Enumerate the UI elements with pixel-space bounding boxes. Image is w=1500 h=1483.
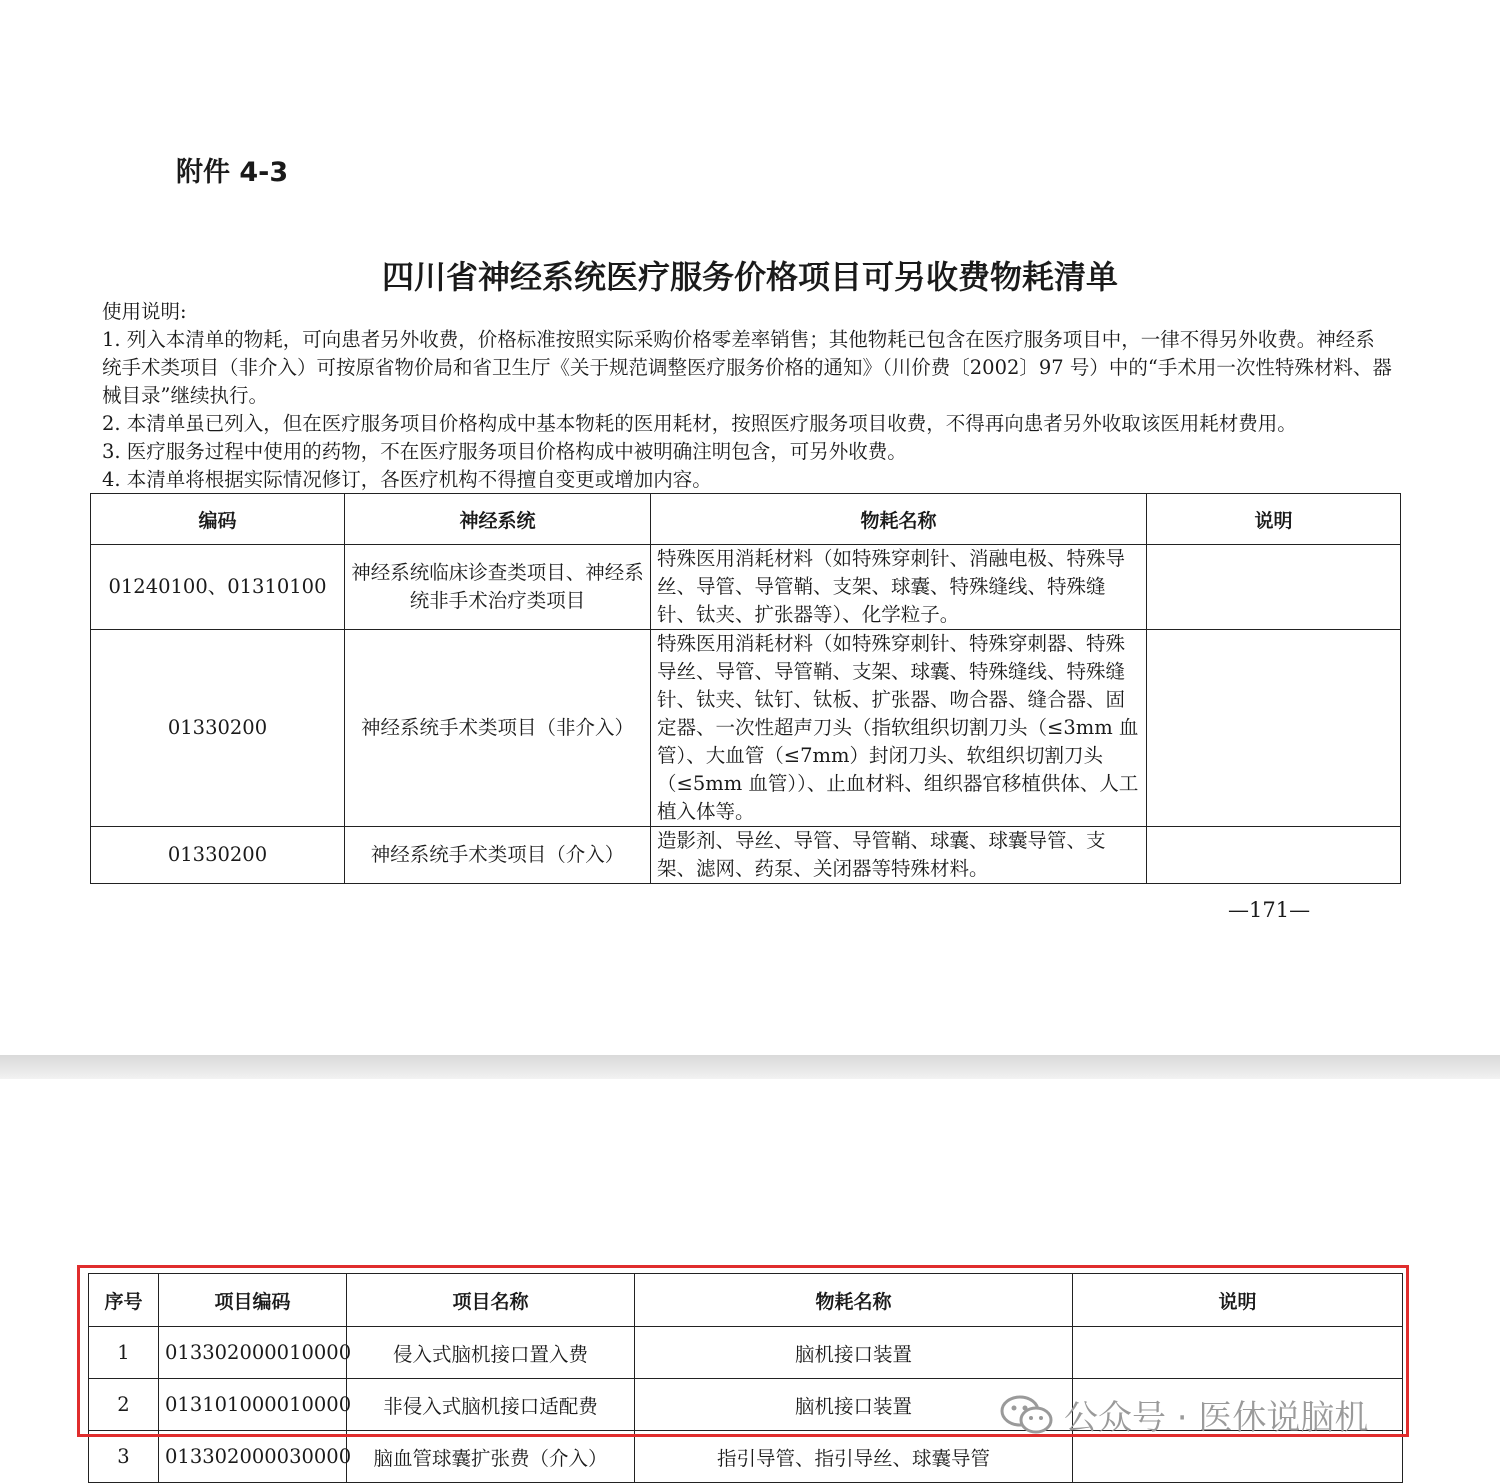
table-header-row: [89, 1274, 1403, 1327]
cell-materials: 特殊医用消耗材料（如特殊穿刺针、消融电极、特殊导丝、导管、导管鞘、支架、球囊、特殊缝线、特殊缝针、钛夹、扩张器等）、化学粒子。: [651, 545, 1147, 630]
note-item: 1. 列入本清单的物耗，可向患者另外收费，价格标准按照实际采购价格零差率销售；其他物耗已包含在医疗服务项目中，一律不得另外收费。神经系统手术类项目（非介入）可按原省物价局和省卫生厅《关于规范调整医疗服务价格的通知》（川价费〔2002〕97 号）中的“手术用一次性特殊材料、器械目录”继续执行。: [102, 328, 1392, 407]
table-row: [91, 630, 1401, 827]
cell-code: 01240100、01310100: [91, 545, 345, 630]
usage-notes: [102, 298, 1392, 494]
notes-heading: 使用说明:: [102, 300, 187, 323]
cell-item-code: 013101000010000: [159, 1379, 347, 1431]
cell-seq: 3: [89, 1431, 159, 1483]
header-item-name: 项目名称: [347, 1274, 635, 1327]
cell-system: 神经系统手术类项目（介入）: [345, 827, 651, 884]
header-note: 说明: [1073, 1274, 1403, 1327]
watermark-text: 公众号 · 医休说脑机: [1064, 1398, 1369, 1438]
cell-seq: 2: [89, 1379, 159, 1431]
wechat-icon: [1000, 1395, 1054, 1435]
cell-system: 神经系统临床诊查类项目、神经系统非手术治疗类项目: [345, 545, 651, 630]
cell-materials: 指引导管、指引导丝、球囊导管: [635, 1431, 1073, 1483]
cell-note: [1073, 1327, 1403, 1379]
cell-note: [1147, 545, 1401, 630]
header-materials: 物耗名称: [651, 494, 1147, 545]
cell-code: 01330200: [91, 827, 345, 884]
header-code: 编码: [91, 494, 345, 545]
header-seq: 序号: [89, 1274, 159, 1327]
header-materials: 物耗名称: [635, 1274, 1073, 1327]
page-number: —171—: [1228, 898, 1311, 922]
cell-note: [1147, 827, 1401, 884]
cell-note: [1147, 630, 1401, 827]
cell-materials: 造影剂、导丝、导管、导管鞘、球囊、球囊导管、支架、滤网、药泵、关闭器等特殊材料。: [651, 827, 1147, 884]
cell-materials: 脑机接口装置: [635, 1327, 1073, 1379]
cell-code: 01330200: [91, 630, 345, 827]
header-item-code: 项目编码: [159, 1274, 347, 1327]
cell-system: 神经系统手术类项目（非介入）: [345, 630, 651, 827]
note-item: 3. 医疗服务过程中使用的药物，不在医疗服务项目价格构成中被明确注明包含，可另外收费。: [102, 440, 907, 463]
page-title: 四川省神经系统医疗服务价格项目可另收费物耗清单: [381, 258, 1118, 296]
table-header-row: [91, 494, 1401, 545]
cell-item-name: 侵入式脑机接口置入费: [347, 1327, 635, 1379]
cell-item-name: 脑血管球囊扩张费（介入）: [347, 1431, 635, 1483]
table-row: [89, 1327, 1403, 1379]
cell-item-code: 013302000030000: [159, 1431, 347, 1483]
header-system: 神经系统: [345, 494, 651, 545]
note-item: 2. 本清单虽已列入，但在医疗服务项目价格构成中基本物耗的医用耗材，按照医疗服务项目收费，不得再向患者另外收取该医用耗材费用。: [102, 412, 1297, 435]
watermark: [1000, 1390, 1368, 1439]
table-row: [91, 827, 1401, 884]
materials-table: [90, 493, 1401, 884]
cell-item-code: 013302000010000: [159, 1327, 347, 1379]
table-row: [91, 545, 1401, 630]
cell-materials: 特殊医用消耗材料（如特殊穿刺针、特殊穿刺器、特殊导丝、导管、导管鞘、支架、球囊、特殊缝线、特殊缝针、钛夹、钛钉、钛板、扩张器、吻合器、缝合器、固定器、一次性超声刀头（指软组织切割刀头（≤3mm 血管）、大血管（≤7mm）封闭刀头、软组织切割刀头（≤5mm 血管））、止血材料、组织器官移植供体、人工植入体等。: [651, 630, 1147, 827]
bci-materials-table: [88, 1273, 1403, 1483]
cell-seq: 1: [89, 1327, 159, 1379]
note-item: 4. 本清单将根据实际情况修订，各医疗机构不得擅自变更或增加内容。: [102, 468, 712, 491]
attachment-label: 附件 4-3: [176, 157, 289, 188]
header-note: 说明: [1147, 494, 1401, 545]
cell-materials: 脑机接口装置: [635, 1379, 1073, 1431]
page-divider: [0, 1055, 1500, 1079]
cell-item-name: 非侵入式脑机接口适配费: [347, 1379, 635, 1431]
